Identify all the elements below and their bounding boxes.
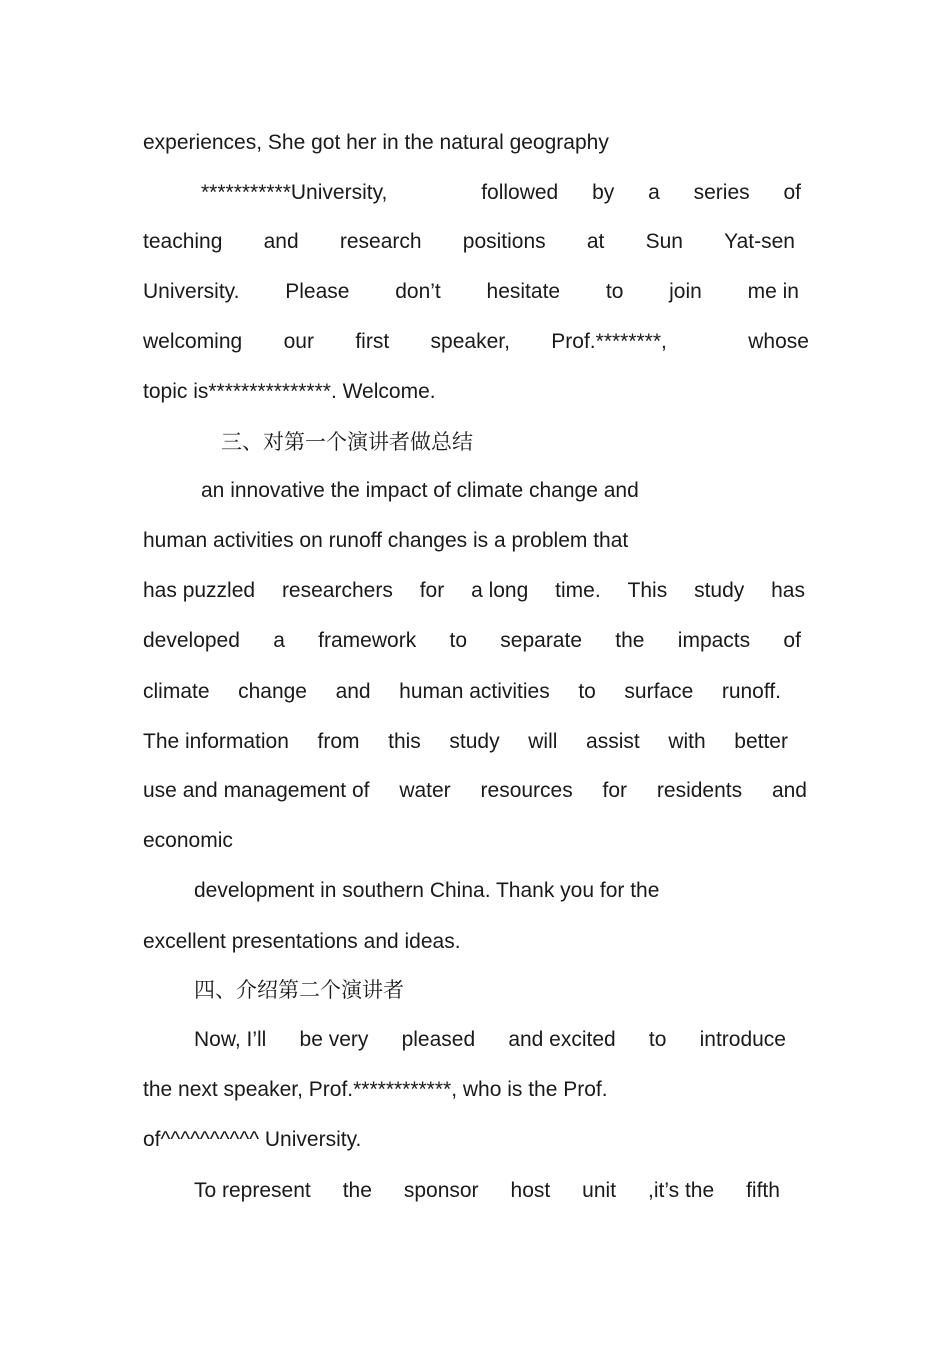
word: To represent (194, 1179, 311, 1202)
word: don’t (395, 280, 441, 303)
text-line-21 (143, 1127, 809, 1153)
word: followed (481, 181, 559, 204)
word: sponsor (403, 1179, 479, 1202)
text: excellent presentations and ideas. (143, 930, 461, 953)
word: will (528, 730, 558, 753)
word: welcoming (143, 330, 243, 353)
text-line-15 (143, 828, 809, 854)
word: developed (143, 629, 240, 652)
word: to (605, 280, 624, 303)
word: of (783, 629, 801, 652)
word: better (734, 730, 788, 753)
word: to (449, 629, 467, 652)
word: researchers (281, 579, 393, 602)
heading-text: 四、介绍第二个演讲者 (194, 978, 404, 1002)
word: with (668, 730, 706, 753)
word: for (419, 579, 445, 602)
word: assist (586, 730, 640, 753)
word: our (283, 330, 314, 353)
text: an innovative the impact of climate change and (201, 479, 639, 502)
word: use and management of (143, 779, 370, 802)
word: University. (143, 280, 240, 303)
word: join (669, 280, 702, 303)
word: first (355, 330, 390, 353)
word: surface (624, 680, 694, 703)
text: development in southern China. Thank you for the (194, 879, 660, 902)
word: ,it’s the (647, 1179, 715, 1202)
text: human activities on runoff changes is a problem that (143, 529, 629, 552)
word: change (238, 680, 307, 703)
word: introduce (699, 1028, 786, 1051)
word: pleased (401, 1028, 476, 1051)
text: experiences, She got her in the natural geography (143, 131, 609, 154)
text-line-22 (194, 1178, 780, 1204)
word: teaching (143, 230, 223, 253)
word: framework (318, 629, 417, 652)
word: water (399, 779, 451, 802)
word: human activities (399, 680, 550, 703)
word: Yat-sen (724, 230, 795, 253)
word: the (342, 1179, 372, 1202)
word: and (771, 779, 807, 802)
word: The information (143, 730, 289, 753)
text-line-16 (194, 878, 860, 904)
word: of (783, 181, 801, 204)
text-line-19 (194, 1027, 786, 1053)
word: speaker, (430, 330, 510, 353)
text-line-11 (143, 628, 801, 654)
word: and (335, 680, 371, 703)
text-line-5 (143, 329, 809, 355)
word: host (510, 1179, 551, 1202)
word: has puzzled (143, 579, 256, 602)
text-line-13 (143, 729, 788, 755)
text-line-20 (143, 1077, 809, 1103)
word: series (693, 181, 750, 204)
word: fifth (746, 1179, 780, 1202)
word: Please (285, 280, 350, 303)
text-line-9 (143, 528, 809, 554)
text-line-6 (143, 379, 809, 405)
word: separate (500, 629, 583, 652)
word: residents (656, 779, 743, 802)
word: me in (747, 280, 799, 303)
text-line-12 (143, 679, 781, 705)
section-heading-4 (194, 977, 860, 1003)
text: economic (143, 829, 233, 852)
word: to (578, 680, 596, 703)
text: topic is***************. Welcome. (143, 380, 436, 403)
word: climate (143, 680, 210, 703)
word: be very (299, 1028, 369, 1051)
word: hesitate (486, 280, 561, 303)
word: ***********University, (201, 181, 388, 204)
word: the (615, 629, 645, 652)
word: and (263, 230, 299, 253)
text-line-4 (143, 279, 799, 305)
word: to (648, 1028, 667, 1051)
text-line-1 (143, 130, 809, 156)
text-line-14 (143, 778, 807, 804)
text: of^^^^^^^^^^ University. (143, 1128, 362, 1151)
word: a long (471, 579, 529, 602)
text-line-8 (201, 478, 867, 504)
word: study (694, 579, 745, 602)
word: This (627, 579, 668, 602)
section-heading-3 (221, 429, 887, 455)
word: positions (462, 230, 546, 253)
word: has (771, 579, 805, 602)
text-line-17 (143, 929, 809, 955)
word: impacts (677, 629, 751, 652)
word: whose (748, 330, 809, 353)
word: Now, I’ll (194, 1028, 267, 1051)
word: and excited (508, 1028, 616, 1051)
word: from (317, 730, 360, 753)
word: Prof.********, (551, 330, 667, 353)
word: a (648, 181, 660, 204)
word: a (273, 629, 285, 652)
word: this (388, 730, 421, 753)
word: study (449, 730, 500, 753)
heading-text: 三、对第一个演讲者做总结 (221, 430, 473, 454)
text-line-10 (143, 578, 805, 604)
word: by (592, 181, 615, 204)
word: for (602, 779, 628, 802)
word: resources (480, 779, 573, 802)
word: runoff. (721, 680, 781, 703)
word: Sun (645, 230, 683, 253)
text-line-3 (143, 229, 795, 255)
word: at (586, 230, 605, 253)
text: the next speaker, Prof.************, who is the Prof. (143, 1078, 608, 1101)
word: unit (582, 1179, 617, 1202)
word: research (339, 230, 422, 253)
text-line-2 (201, 180, 801, 206)
word: time. (555, 579, 601, 602)
